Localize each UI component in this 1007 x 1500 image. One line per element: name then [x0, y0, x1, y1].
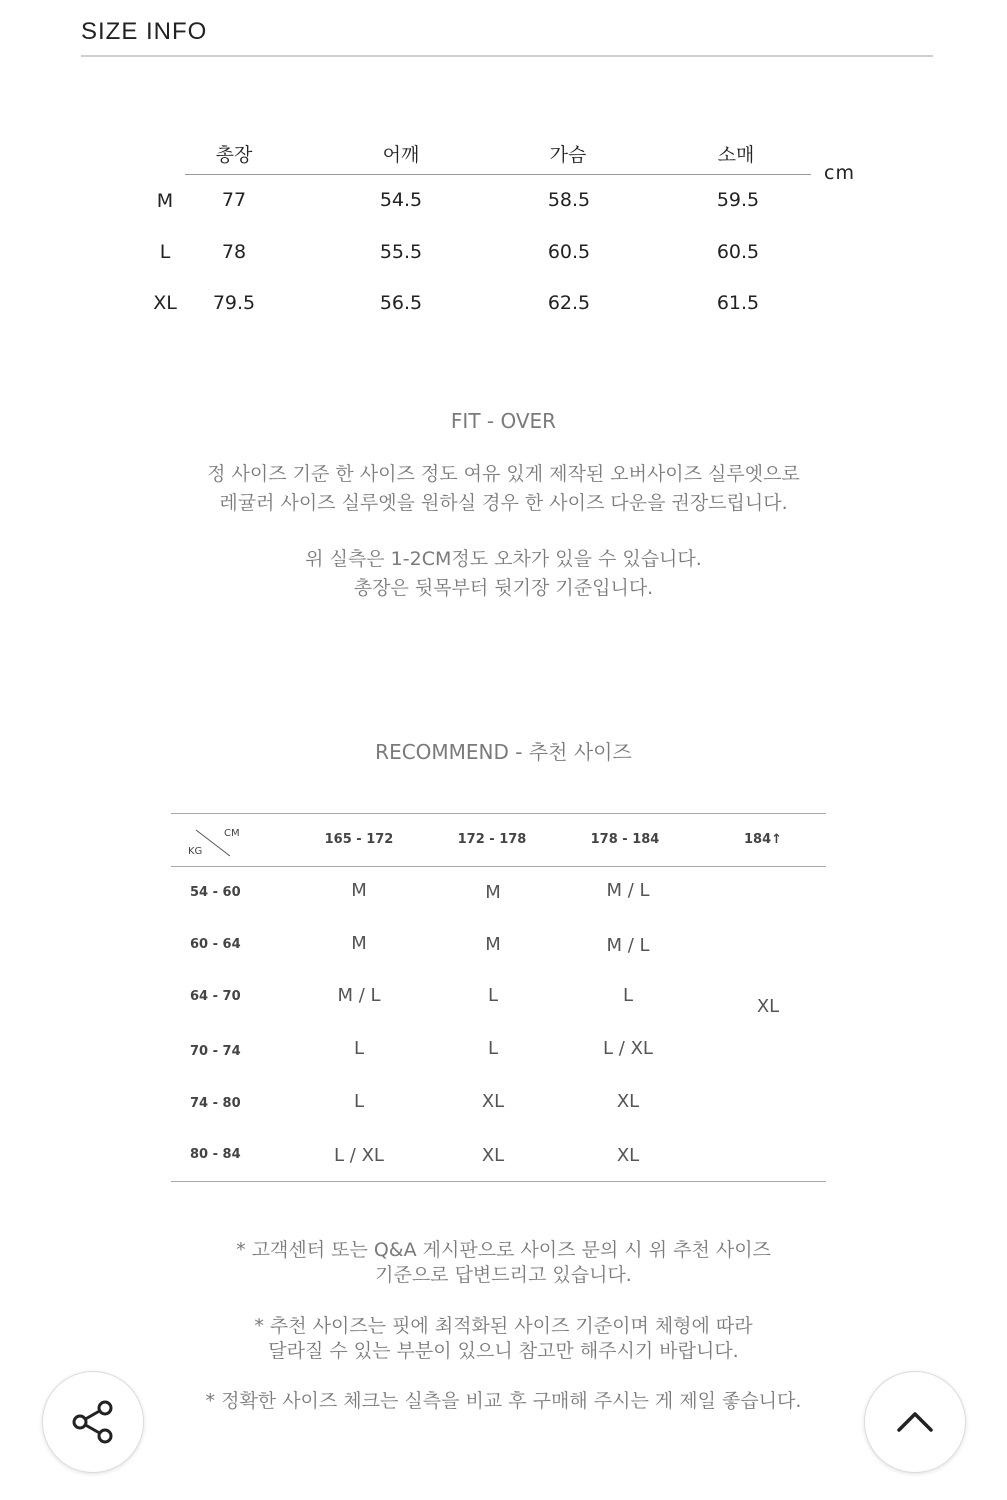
weight-range-label: 64 - 70: [190, 989, 241, 1004]
size-cell: 58.5: [547, 189, 591, 211]
size-row-label: M: [156, 190, 174, 212]
footnote-line: * 정확한 사이즈 체크는 실측을 비교 후 구매해 주시는 게 제일 좋습니다.: [205, 1390, 802, 1412]
footnote-line: * 고객센터 또는 Q&A 게시판으로 사이즈 문의 시 위 추천 사이즈: [236, 1239, 771, 1261]
recommend-title: RECOMMEND - 추천 사이즈: [375, 740, 632, 764]
measure-note-line: 총장은 뒷목부터 뒷기장 기준입니다.: [353, 577, 654, 599]
fit-description-line: 정 사이즈 기준 한 사이즈 정도 여유 있게 제작된 오버사이즈 실루엣으로: [207, 463, 800, 485]
size-cell: 60.5: [547, 241, 591, 263]
recommend-top-border: [171, 813, 826, 814]
recommend-cell: L / XL: [334, 1145, 384, 1166]
height-range-header: 184↑: [743, 832, 783, 847]
recommend-cell: L / XL: [603, 1038, 653, 1059]
size-cell: 55.5: [379, 241, 423, 263]
column-header: 총장: [215, 144, 253, 166]
recommend-cell: M / L: [606, 880, 650, 901]
recommend-cell: XL: [616, 1145, 640, 1166]
footnote-line: * 추천 사이즈는 핏에 최적화된 사이즈 기준이며 체형에 따라: [254, 1315, 753, 1337]
height-range-header: 178 - 184: [590, 832, 660, 847]
scroll-top-button[interactable]: [864, 1371, 966, 1473]
recommend-cell: L: [353, 1038, 365, 1059]
footnote-line: 달라질 수 있는 부분이 있으니 참고만 해주시기 바랍니다.: [268, 1340, 739, 1362]
weight-unit-label: KG: [188, 846, 203, 857]
tall-recommend-cell: XL: [756, 996, 780, 1017]
height-unit-label: CM: [224, 828, 240, 839]
weight-range-label: 74 - 80: [190, 1096, 241, 1111]
title-divider: [81, 55, 933, 57]
column-header: 어깨: [382, 144, 420, 166]
height-range-header: 165 - 172: [324, 832, 394, 847]
recommend-cell: L: [487, 1038, 499, 1059]
size-cell: 78: [221, 241, 247, 263]
size-cell: 59.5: [716, 189, 760, 211]
recommend-cell: M: [485, 934, 501, 955]
size-cell: 56.5: [379, 292, 423, 314]
recommend-bottom-border: [171, 1181, 826, 1182]
recommend-cell: M / L: [606, 935, 650, 956]
size-row-label: XL: [153, 292, 177, 314]
height-range-header: 172 - 178: [457, 832, 527, 847]
unit-label: cm: [824, 162, 855, 184]
footnote-line: 기준으로 답변드리고 있습니다.: [375, 1264, 632, 1286]
recommend-cell: L: [487, 985, 499, 1006]
recommend-cell: XL: [616, 1091, 640, 1112]
recommend-cell: L: [622, 985, 634, 1006]
recommend-cell: XL: [481, 1091, 505, 1112]
size-cell: 77: [221, 189, 247, 211]
column-header: 가슴: [549, 144, 587, 166]
size-cell: 60.5: [716, 241, 760, 263]
share-button[interactable]: [42, 1371, 144, 1473]
weight-range-label: 54 - 60: [190, 885, 241, 900]
size-cell: 54.5: [379, 189, 423, 211]
recommend-cell: M: [351, 880, 367, 901]
weight-range-label: 60 - 64: [190, 937, 241, 952]
fit-description-line: 레귤러 사이즈 실루엣을 원하실 경우 한 사이즈 다운을 권장드립니다.: [219, 492, 788, 514]
weight-range-label: 70 - 74: [190, 1044, 241, 1059]
share-icon: [67, 1396, 119, 1448]
recommend-cell: M: [485, 882, 501, 903]
column-header: 소매: [717, 144, 755, 166]
size-cell: 61.5: [716, 292, 760, 314]
size-cell: 62.5: [547, 292, 591, 314]
recommend-cell: M: [351, 933, 367, 954]
page-title: SIZE INFO: [81, 18, 208, 45]
recommend-header-border: [171, 866, 826, 867]
size-row-label: L: [159, 241, 171, 263]
size-table-divider: [185, 174, 811, 175]
fit-title: FIT - OVER: [450, 409, 557, 433]
chevron-up-icon: [893, 1400, 937, 1444]
recommend-cell: XL: [481, 1145, 505, 1166]
size-cell: 79.5: [212, 292, 256, 314]
recommend-cell: M / L: [337, 985, 381, 1006]
weight-range-label: 80 - 84: [190, 1147, 241, 1162]
recommend-cell: L: [353, 1091, 365, 1112]
measure-note-line: 위 실측은 1-2CM정도 오차가 있을 수 있습니다.: [305, 548, 702, 570]
